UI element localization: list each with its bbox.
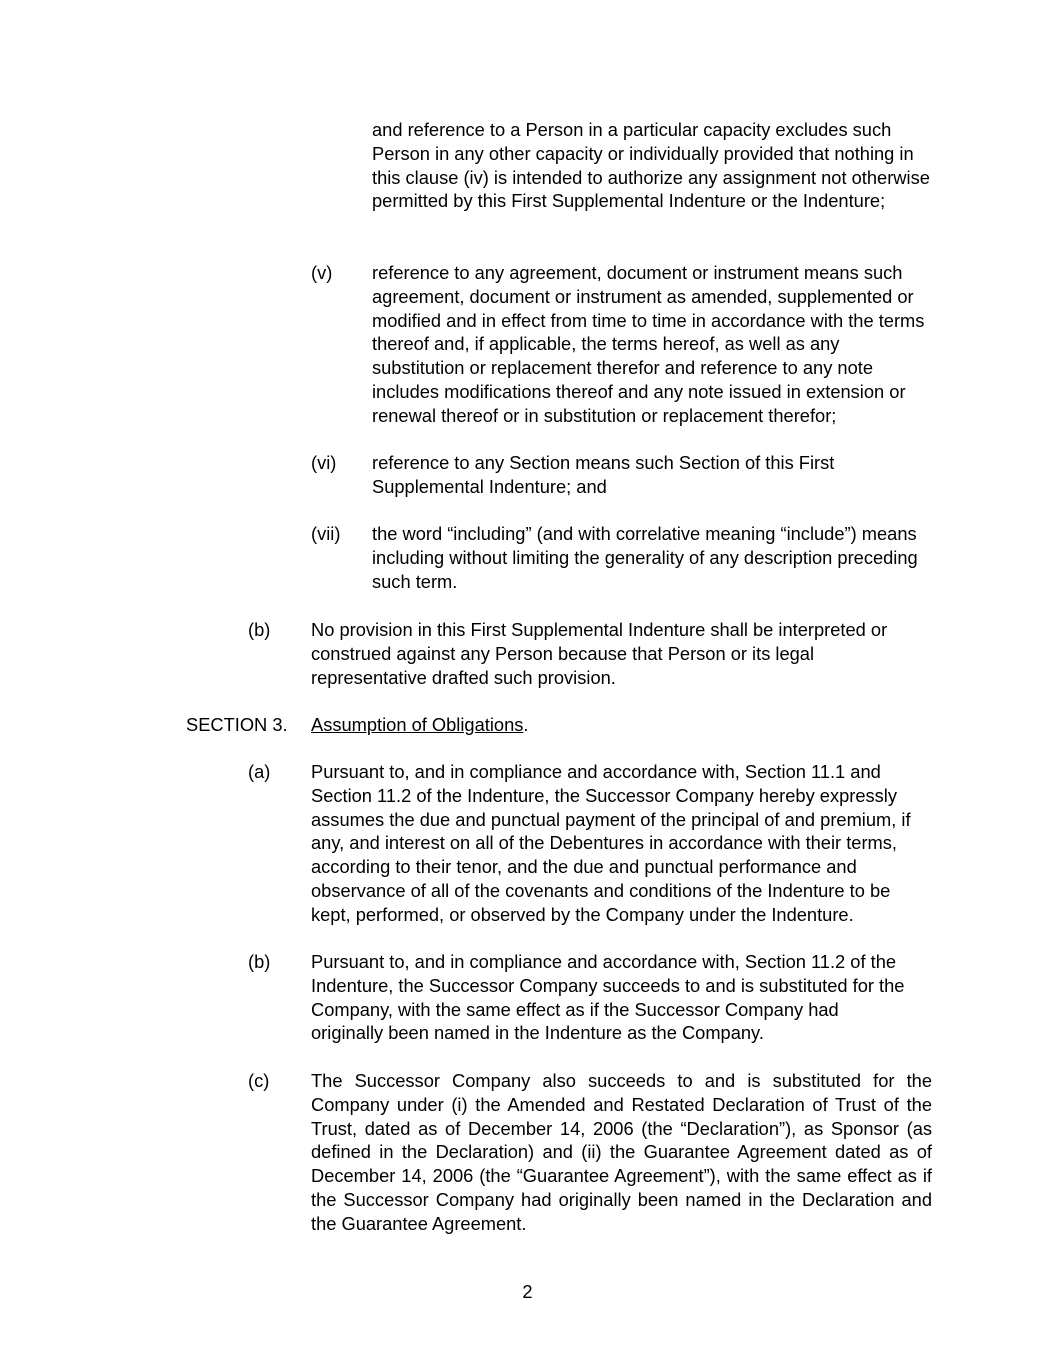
clause-text: reference to any agreement, document or instrument means such agreement, document or instrument as amended, supplemented or modified and in effect from time to time in accordance with the terms thereof and, if applicable, the terms hereof, as well as any substitution or replacement therefor and reference to any note includes modifications thereof and any note issued in extension or renewal thereof or in substitution or replacement therefor; bbox=[372, 262, 925, 426]
clause-text: the word “including” (and with correlative meaning “include”) means including without limiting the generality of any description preceding such term. bbox=[372, 523, 918, 592]
paragraph-label: (c) bbox=[248, 1070, 270, 1091]
section-title-suffix: . bbox=[523, 714, 529, 735]
section-number: SECTION 3. bbox=[186, 714, 288, 735]
clause-text: reference to any Section means such Section of this First Supplemental Indenture; and bbox=[372, 452, 835, 497]
paragraph-text: Pursuant to, and in compliance and accordance with, Section 11.1 and Section 11.2 of the Indenture, the Successor Company hereby expressly assumes the due and punctual payment of the principal of and premium, if any, and interest on all of the Debentures in accordance with their terms, according to their tenor, and the due and punctual performance and observance of all of the covenants and conditions of the Indenture to be kept, performed, or observed by the Company under the Indenture. bbox=[311, 761, 911, 925]
paragraph-text: Pursuant to, and in compliance and accordance with, Section 11.2 of the Indenture, the Successor Company succeeds to and is substituted for the Company, with the same effect as if the Successor Company had originally been named in the Indenture as the Company. bbox=[311, 951, 905, 1044]
clause-label: (vi) bbox=[311, 452, 337, 473]
clause-label: (vii) bbox=[311, 523, 341, 544]
paragraph-label: (a) bbox=[248, 761, 271, 782]
page-number: 2 bbox=[522, 1281, 533, 1302]
section-title bbox=[311, 713, 528, 737]
clause-label: (v) bbox=[311, 262, 333, 283]
paragraph-text: No provision in this First Supplemental Indenture shall be interpreted or construed against any Person because that Person or its legal representative drafted such provision. bbox=[311, 619, 888, 688]
paragraph-label: (b) bbox=[248, 951, 271, 972]
clause-iv-continuation: and reference to a Person in a particular capacity excludes such Person in any other capacity or individually provided that nothing in this clause (iv) is intended to authorize any assignment not otherwise permitted by this First Supplemental Indenture or the Indenture; bbox=[372, 119, 930, 212]
paragraph-label: (b) bbox=[248, 619, 271, 640]
section-title-text: Assumption of Obligations bbox=[311, 714, 524, 735]
paragraph-text: The Successor Company also succeeds to and is substituted for the Company under (i) the Amended and Restated Declaration of Trust of the Trust, dated as of December 14, 2006 (the “Declaration”), as Sponsor (as defined in the Declaration) and (ii) the Guarantee Agreement dated as of December 14, 2006 (the “Guarantee Agreement”), with the same effect as if the Successor Company had originally been named in the Declaration and the Guarantee Agreement. bbox=[311, 1070, 932, 1234]
